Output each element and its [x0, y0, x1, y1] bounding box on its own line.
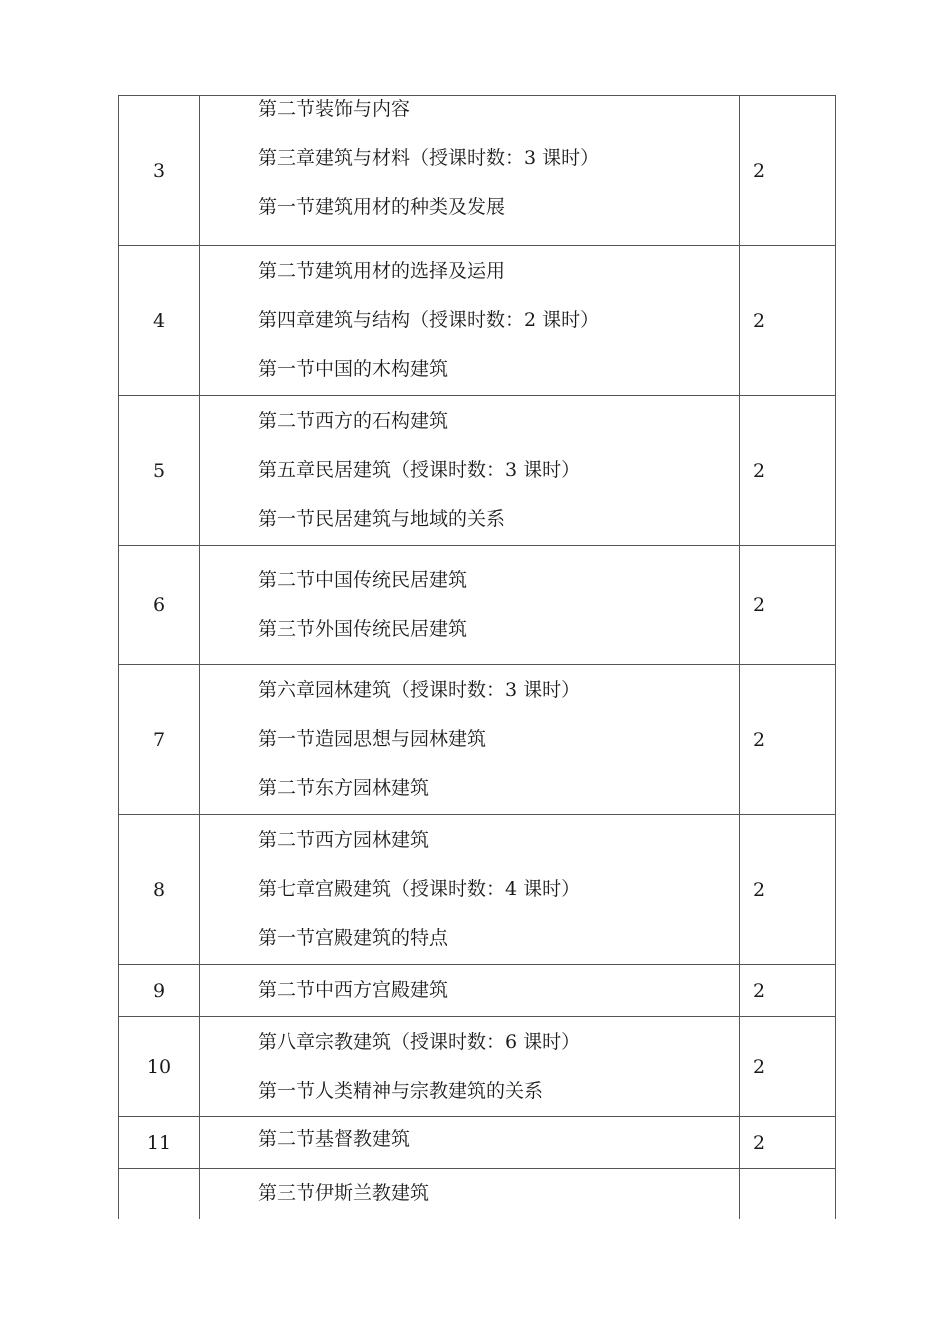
hours-cell — [740, 546, 836, 665]
hours-cell — [740, 1169, 836, 1219]
week-number: 7 — [152, 728, 166, 751]
content-line: 第五章民居建筑（授课时数：3 课时） — [258, 459, 581, 481]
hours-cell — [740, 665, 836, 815]
week-cell — [119, 546, 200, 665]
hours-cell — [740, 246, 836, 396]
hours-cell — [740, 965, 836, 1017]
table-row — [119, 965, 836, 1017]
hours-value: 2 — [753, 1131, 766, 1154]
table-row — [119, 246, 836, 396]
content-cell — [200, 965, 740, 1017]
content-line: 第三节伊斯兰教建筑 — [258, 1182, 430, 1204]
content-line: 第二节西方园林建筑 — [258, 829, 430, 851]
hours-value: 2 — [753, 459, 766, 482]
week-number: 9 — [152, 979, 166, 1002]
hours-cell — [740, 396, 836, 546]
hours-value: 2 — [753, 309, 766, 332]
table-row — [119, 815, 836, 965]
hours-value: 2 — [753, 979, 766, 1002]
content-line: 第二节中西方宫殿建筑 — [258, 979, 449, 1001]
content-line: 第三章建筑与材料（授课时数：3 课时） — [258, 147, 600, 169]
schedule-table — [118, 95, 836, 1219]
week-number: 8 — [152, 878, 166, 901]
week-cell — [119, 665, 200, 815]
content-line: 第一节宫殿建筑的特点 — [258, 927, 449, 949]
hours-cell — [740, 815, 836, 965]
content-line: 第二节建筑用材的选择及运用 — [258, 260, 506, 282]
content-line: 第二节基督教建筑 — [258, 1128, 411, 1150]
content-line: 第一节造园思想与园林建筑 — [258, 728, 487, 750]
hours-cell — [740, 1017, 836, 1117]
hours-cell — [740, 1117, 836, 1169]
week-cell — [119, 815, 200, 965]
table-row — [119, 1117, 836, 1169]
content-line: 第一节中国的木构建筑 — [258, 358, 449, 380]
content-cell — [200, 246, 740, 396]
content-cell — [200, 815, 740, 965]
week-cell — [119, 1169, 200, 1219]
week-number: 4 — [152, 309, 166, 332]
content-line: 第三节外国传统民居建筑 — [258, 618, 468, 640]
week-cell — [119, 96, 200, 246]
content-cell — [200, 1169, 740, 1219]
content-line: 第六章园林建筑（授课时数：3 课时） — [258, 679, 581, 701]
content-cell — [200, 1117, 740, 1169]
hours-value: 2 — [753, 159, 766, 182]
week-cell — [119, 965, 200, 1017]
content-line: 第八章宗教建筑（授课时数：6 课时） — [258, 1030, 581, 1053]
week-number: 6 — [152, 594, 166, 616]
content-cell — [200, 665, 740, 815]
week-number: 10 — [146, 1055, 172, 1078]
content-line: 第二节中国传统民居建筑 — [258, 569, 468, 591]
week-cell — [119, 1117, 200, 1169]
table-row — [119, 546, 836, 665]
content-cell — [200, 1017, 740, 1117]
table-row — [119, 1169, 836, 1219]
table-row — [119, 665, 836, 815]
week-number: 3 — [152, 159, 166, 182]
content-line: 第二节装饰与内容 — [258, 98, 411, 120]
content-line: 第七章宫殿建筑（授课时数：4 课时） — [258, 878, 581, 900]
table-row — [119, 396, 836, 546]
content-cell — [200, 396, 740, 546]
table-row — [119, 1017, 836, 1117]
hours-value: 2 — [753, 594, 766, 616]
content-line: 第四章建筑与结构（授课时数：2 课时） — [258, 309, 600, 331]
content-cell — [200, 96, 740, 246]
table-row — [119, 96, 836, 246]
content-line: 第二节西方的石构建筑 — [258, 410, 449, 432]
hours-value: 2 — [753, 878, 766, 901]
content-cell — [200, 546, 740, 665]
week-cell — [119, 246, 200, 396]
week-number: 5 — [152, 459, 166, 482]
content-line: 第一节民居建筑与地域的关系 — [258, 508, 506, 530]
content-line: 第一节人类精神与宗教建筑的关系 — [258, 1079, 544, 1102]
hours-value: 2 — [753, 1055, 766, 1078]
week-number: 11 — [146, 1131, 172, 1154]
hours-cell — [740, 96, 836, 246]
week-cell — [119, 396, 200, 546]
content-line: 第二节东方园林建筑 — [258, 777, 430, 799]
week-cell — [119, 1017, 200, 1117]
content-line: 第一节建筑用材的种类及发展 — [258, 196, 506, 218]
hours-value: 2 — [753, 728, 766, 751]
